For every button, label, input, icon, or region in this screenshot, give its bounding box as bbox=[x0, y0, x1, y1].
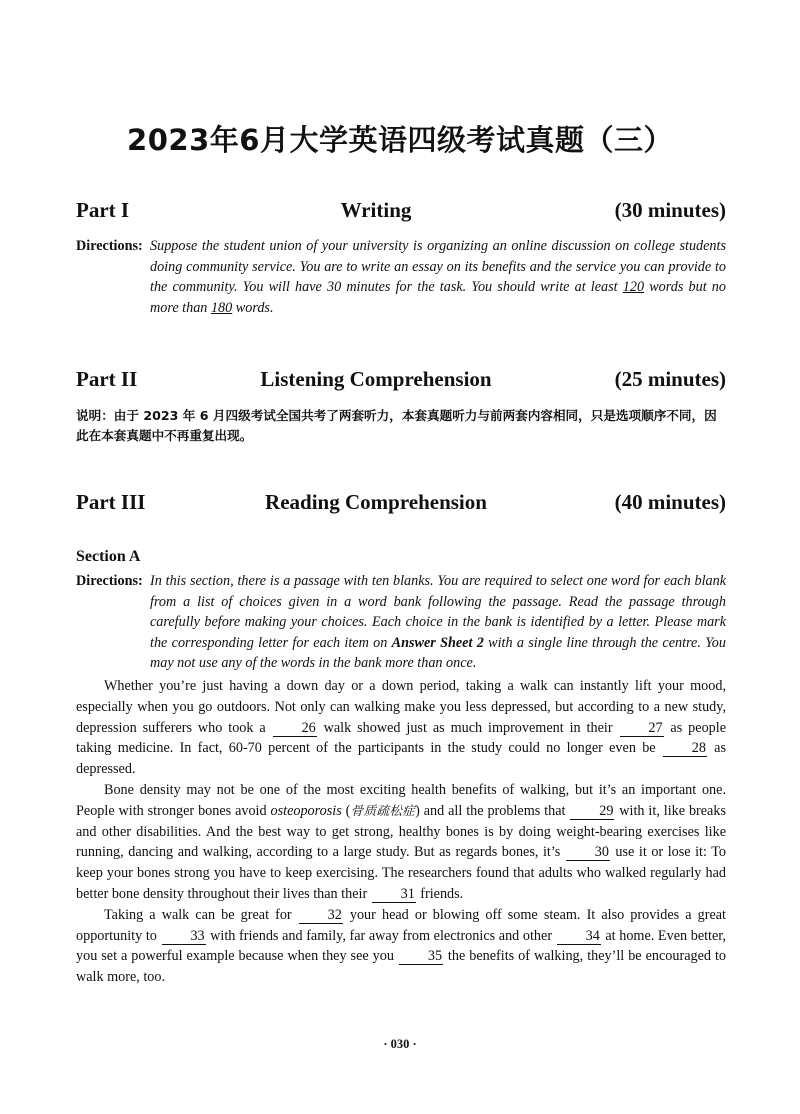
page-number: · 030 · bbox=[383, 1037, 417, 1051]
chinese-gloss: 骨质疏松症 bbox=[350, 802, 416, 818]
section-a-heading: Section A bbox=[76, 548, 141, 565]
blank-33: 33 bbox=[162, 929, 206, 945]
blank-31: 31 bbox=[372, 887, 416, 903]
blank-34: 34 bbox=[557, 929, 601, 945]
directions-label: Directions: bbox=[76, 573, 143, 589]
passage-paragraph-3: Taking a walk can be great for 32 your head or blowing off some steam. It also provides a great opportunity to 33 with friends and family, far away from electronics and other 34 at home. Even better, you set a powerful example because when they see you 35 the benefits of walking, they’ll be encouraged to walk more, too. bbox=[76, 906, 727, 986]
part-3-label: Part III bbox=[76, 490, 146, 514]
part-1-name: Writing bbox=[340, 198, 412, 222]
part-1-label: Part I bbox=[76, 198, 130, 222]
blank-35: 35 bbox=[399, 949, 443, 965]
part-1-directions bbox=[76, 236, 726, 318]
reading-passage bbox=[76, 676, 726, 988]
part-2-label: Part II bbox=[76, 367, 138, 391]
part-1-header bbox=[76, 198, 726, 224]
blank-29: 29 bbox=[570, 804, 614, 820]
directions-text: Suppose the student union of your university is organizing an online discussion on college students doing community service. You are to write an essay on its benefits and the service you can provide to the community. You will have 30 minutes for the task. You should write at least 120 words but no more than 180 words. bbox=[150, 238, 726, 316]
answer-sheet-ref: Answer Sheet 2 bbox=[391, 634, 484, 651]
document-title: 2023年6月大学英语四级考试真题（三） bbox=[127, 123, 673, 157]
part-3-time: (40 minutes) bbox=[614, 490, 726, 514]
part-3-name: Reading Comprehension bbox=[265, 490, 487, 514]
max-words: 180 bbox=[210, 299, 233, 316]
part-2-header bbox=[76, 367, 726, 393]
blank-30: 30 bbox=[566, 845, 610, 861]
passage-paragraph-2: Bone density may not be one of the most exciting health benefits of walking, but it’s an important one. People with stronger bones avoid osteoporosis (骨质疏松症) and all the problems that 29 with it, like breaks and other disabilities. And the best way to get strong, healthy bones is by doing weight-bearing exercises like running, dancing and walking, according to a large study. But as regards bones, it’s 30 use it or lose it: To keep your bones strong you have to keep exercising. The researchers found that adults who walked regularly had better bone density throughout their lives than their 31 friends. bbox=[76, 781, 726, 902]
blank-26: 26 bbox=[273, 721, 317, 737]
directions-label: Directions: bbox=[76, 238, 143, 254]
listening-note: 说明：由于 2023 年 6 月四级考试全国共考了两套听力，本套真题听力与前两套内容相同，只是选项顺序不同，因此在本套真题中不再重复出现。 bbox=[76, 408, 717, 443]
blank-27: 27 bbox=[620, 721, 664, 737]
blank-28: 28 bbox=[663, 741, 707, 757]
directions-text: In this section, there is a passage with ten blanks. You are required to select one word for each blank from a list of choices given in a word bank following the passage. Read the passage through carefully before making your choices. Each choice in the bank is identified by a letter. Please mark the corresponding letter for each item on Answer Sheet 2 with a single line through the centre. You may not use any of the words in the bank more than once. bbox=[150, 573, 726, 672]
part-3-header bbox=[76, 490, 726, 516]
part-2-name: Listening Comprehension bbox=[260, 367, 492, 391]
part-1-time: (30 minutes) bbox=[614, 198, 726, 222]
blank-32: 32 bbox=[299, 908, 343, 924]
min-words: 120 bbox=[622, 279, 645, 296]
part-3-directions bbox=[76, 571, 726, 674]
passage-paragraph-1: Whether you’re just having a down day or a down period, taking a walk can instantly lift your mood, especially when you go outdoors. Not only can walking make you less depressed, but according to a new study, depression sufferers who took a 26 walk showed just as much improvement in their 27 as people taking medicine. In fact, 60-70 percent of the participants in the study could no longer even be 28 as depressed. bbox=[76, 678, 726, 778]
part-2-time: (25 minutes) bbox=[614, 367, 726, 391]
